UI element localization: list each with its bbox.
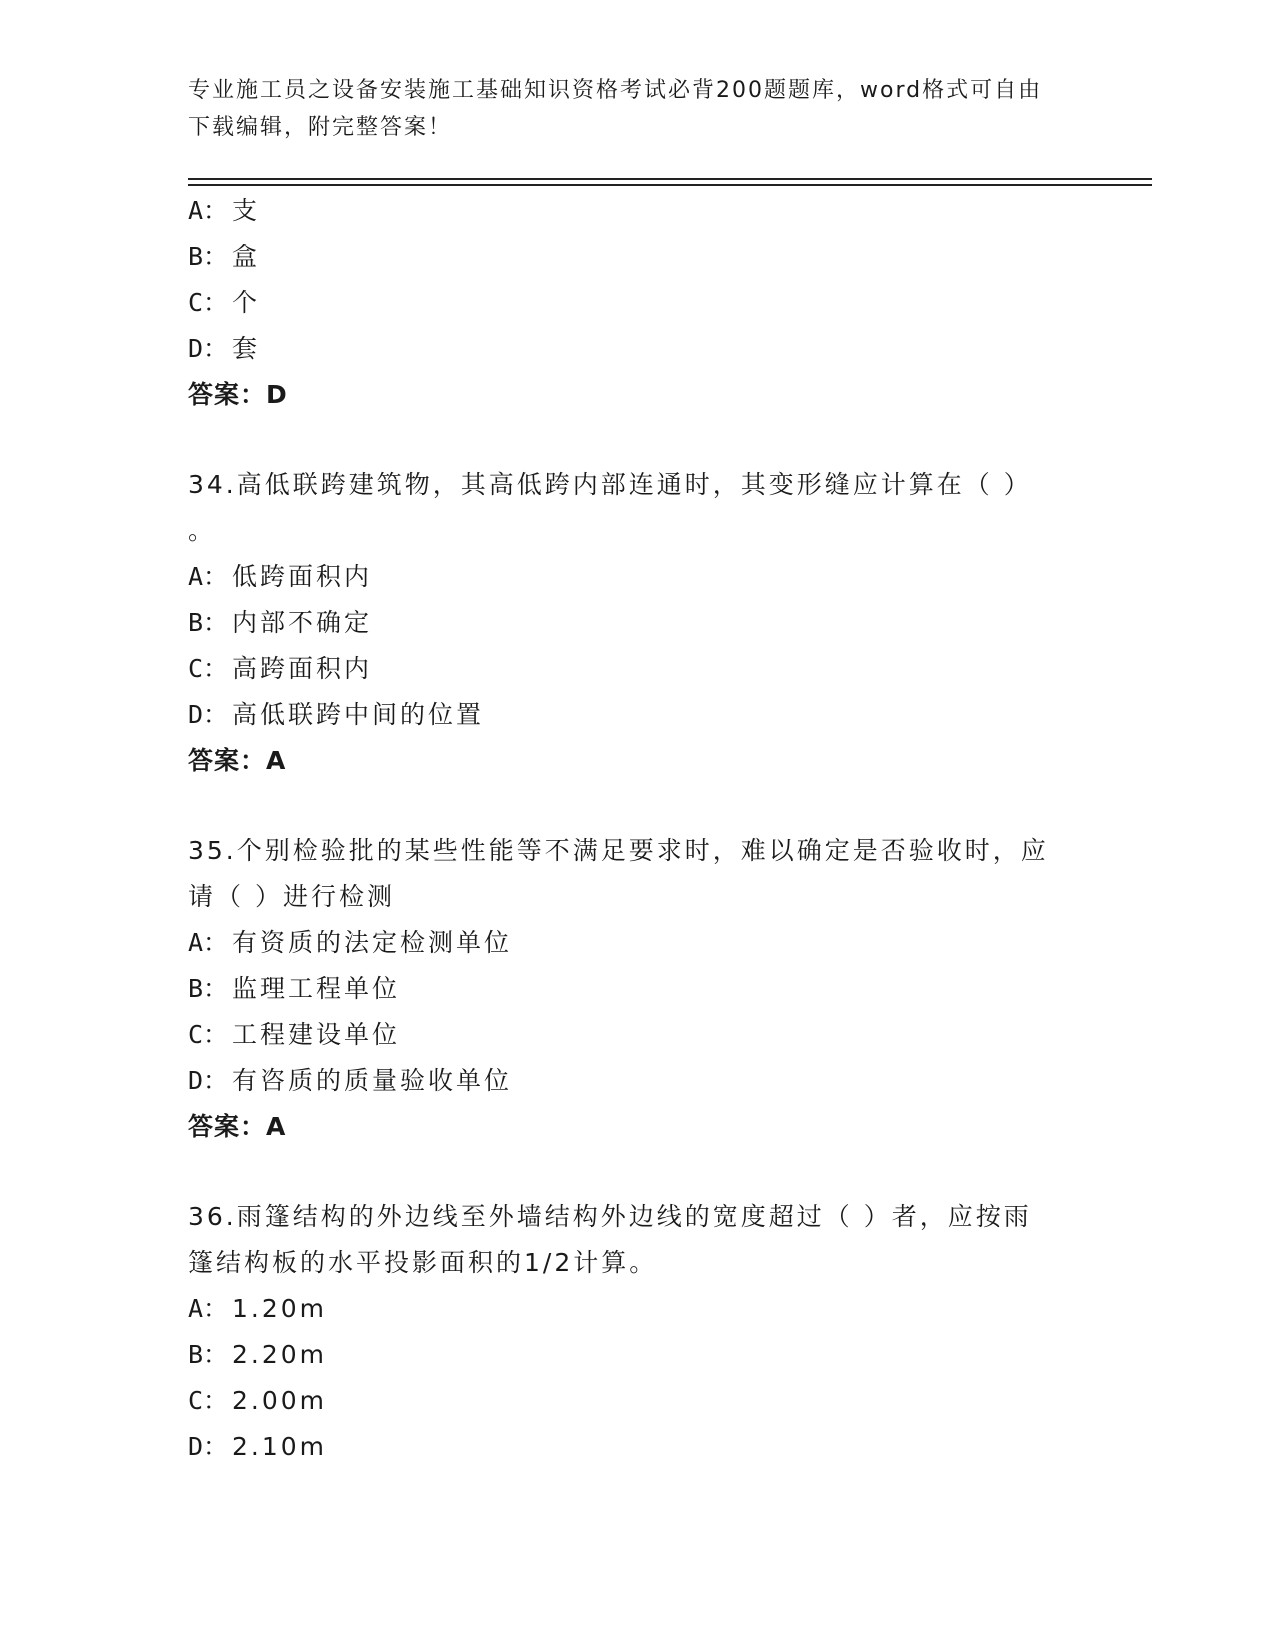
question-text-line-1: 36.雨篷结构的外边线至外墙结构外边线的宽度超过（ ）者，应按雨 xyxy=(188,1202,1032,1231)
header-line-1: 专业施工员之设备安装施工基础知识资格考试必背200题题库，word格式可自由 xyxy=(188,78,1043,103)
option-c xyxy=(188,1012,1088,1058)
question-text-line-1: 35.个别检验批的某些性能等不满足要求时，难以确定是否验收时，应 xyxy=(188,836,1049,865)
option-letter: B： xyxy=(188,242,229,271)
option-text: 2.00m xyxy=(232,1386,328,1415)
option-c xyxy=(188,1378,1088,1424)
header-line-2: 下载编辑，附完整答案！ xyxy=(188,115,453,140)
option-letter: A： xyxy=(188,1294,229,1323)
option-letter: D： xyxy=(188,1432,229,1461)
option-letter: B： xyxy=(188,974,229,1003)
option-letter: D： xyxy=(188,700,229,729)
option-d xyxy=(188,1058,1088,1104)
option-c xyxy=(188,646,1088,692)
option-b xyxy=(188,1332,1088,1378)
answer-line: 答案：A xyxy=(188,746,287,775)
option-d xyxy=(188,1424,1088,1470)
option-letter: A： xyxy=(188,562,229,591)
document-header xyxy=(188,72,1088,146)
question-content xyxy=(188,188,1088,1470)
option-letter: D： xyxy=(188,334,229,363)
option-letter: A： xyxy=(188,928,229,957)
answer-line: 答案：D xyxy=(188,380,288,409)
option-text: 低跨面积内 xyxy=(232,562,373,591)
option-text: 1.20m xyxy=(232,1294,328,1323)
option-b xyxy=(188,966,1088,1012)
spacer xyxy=(188,1150,1088,1194)
option-letter: C： xyxy=(188,654,229,683)
header-divider-top xyxy=(188,178,1152,180)
option-text: 有咨质的质量验收单位 xyxy=(232,1066,513,1095)
option-a xyxy=(188,554,1088,600)
question-33 xyxy=(188,188,1088,418)
option-a xyxy=(188,188,1088,234)
option-text: 工程建设单位 xyxy=(232,1020,401,1049)
option-letter: C： xyxy=(188,1020,229,1049)
option-a xyxy=(188,1286,1088,1332)
question-text-line-1: 34.高低联跨建筑物，其高低跨内部连通时，其变形缝应计算在（ ） xyxy=(188,470,1032,499)
option-letter: B： xyxy=(188,1340,229,1369)
question-36 xyxy=(188,1194,1088,1470)
question-34 xyxy=(188,462,1088,784)
spacer xyxy=(188,784,1088,828)
option-text: 监理工程单位 xyxy=(232,974,401,1003)
option-text: 2.10m xyxy=(232,1432,328,1461)
option-c xyxy=(188,280,1088,326)
option-d xyxy=(188,692,1088,738)
option-text: 内部不确定 xyxy=(232,608,373,637)
question-text-line-2: 请（ ）进行检测 xyxy=(188,882,395,911)
answer-line: 答案：A xyxy=(188,1112,287,1141)
option-text: 高跨面积内 xyxy=(232,654,373,683)
option-letter: A： xyxy=(188,196,229,225)
option-text: 套 xyxy=(232,334,261,363)
header-divider-bottom xyxy=(188,184,1152,186)
option-b xyxy=(188,600,1088,646)
option-letter: C： xyxy=(188,1386,229,1415)
option-d xyxy=(188,326,1088,372)
option-text: 2.20m xyxy=(232,1340,328,1369)
option-text: 盒 xyxy=(232,242,261,271)
question-text-line-2: 。 xyxy=(188,516,217,545)
spacer xyxy=(188,418,1088,462)
option-text: 个 xyxy=(232,288,261,317)
option-letter: C： xyxy=(188,288,229,317)
option-letter: D： xyxy=(188,1066,229,1095)
option-b xyxy=(188,234,1088,280)
option-letter: B： xyxy=(188,608,229,637)
option-text: 高低联跨中间的位置 xyxy=(232,700,485,729)
option-text: 有资质的法定检测单位 xyxy=(232,928,513,957)
option-a xyxy=(188,920,1088,966)
question-35 xyxy=(188,828,1088,1150)
option-text: 支 xyxy=(232,196,261,225)
question-text-line-2: 篷结构板的水平投影面积的1/2计算。 xyxy=(188,1248,658,1277)
